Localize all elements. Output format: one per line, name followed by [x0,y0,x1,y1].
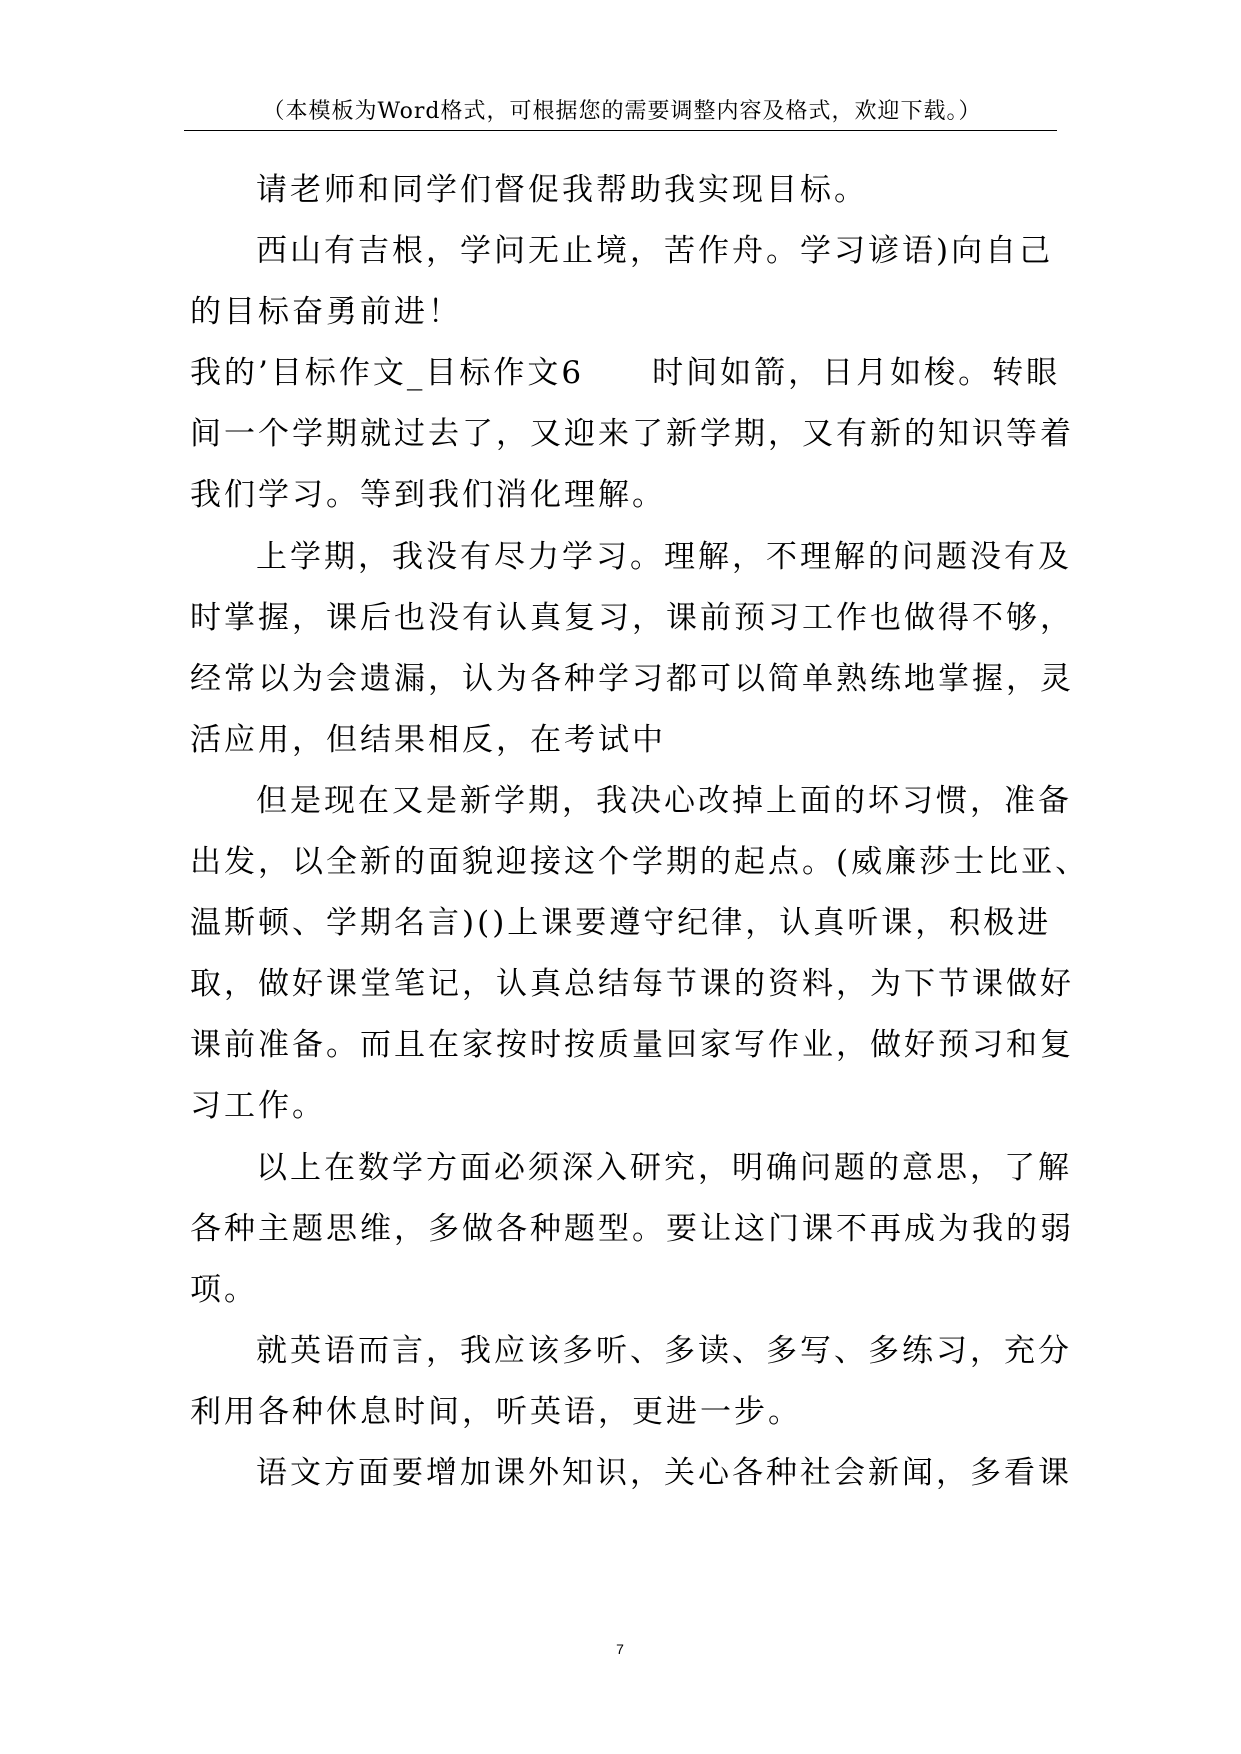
text-line: 上学期，我没有尽力学习。理解，不理解的问题没有及 [256,538,1072,575]
text-line: 习工作。 [190,1088,326,1125]
header-note: （本模板为Word格式，可根据您的需要调整内容及格式，欢迎下载。） [262,99,982,124]
document-body [190,160,1090,1504]
text-line: 出发，以全新的面貌迎接这个学期的起点。(威廉莎士比亚、 [190,844,1090,881]
text-line: 项。 [190,1271,258,1308]
text-line: 活应用，但结果相反，在考试中 [190,721,666,758]
text-line: 间一个学期就过去了，又迎来了新学期，又有新的知识等着 [190,416,1074,453]
text-line: 但是现在又是新学期，我决心改掉上面的坏习惯，准备 [256,782,1072,819]
text-line: 我的’目标作文_目标作文6 时间如箭，日月如梭。转眼 [190,355,1061,392]
text-line: 请老师和同学们督促我帮助我实现目标。 [256,172,868,208]
text-line: 的目标奋勇前进！ [190,294,462,331]
header-divider [184,130,1057,131]
text-line: 我们学习。等到我们消化理解。 [190,477,666,514]
text-line: 就英语而言，我应该多听、多读、多写、多练习，充分 [256,1332,1072,1369]
text-line: 各种主题思维，多做各种题型。要让这门课不再成为我的弱 [190,1210,1074,1247]
text-line: 取，做好课堂笔记，认真总结每节课的资料，为下节课做好 [190,966,1074,1003]
text-line: 时掌握，课后也没有认真复习，课前预习工作也做得不够， [190,599,1074,636]
text-line: 西山有吉根，学问无止境，苦作舟。学习谚语)向自己 [256,233,1054,270]
text-line: 以上在数学方面必须深入研究，明确问题的意思，了解 [256,1149,1072,1186]
text-line: 经常以为会遗漏，认为各种学习都可以简单熟练地掌握，灵 [190,660,1074,697]
page-number: 7 [616,1641,624,1657]
text-line: 语文方面要增加课外知识，关心各种社会新闻，多看课 [256,1454,1072,1491]
text-line: 利用各种休息时间，听英语，更进一步。 [190,1393,802,1430]
text-line: 课前准备。而且在家按时按质量回家写作业，做好预习和复 [190,1027,1074,1064]
text-line: 温斯顿、学期名言)()上课要遵守纪律，认真听课，积极进 [190,905,1052,942]
